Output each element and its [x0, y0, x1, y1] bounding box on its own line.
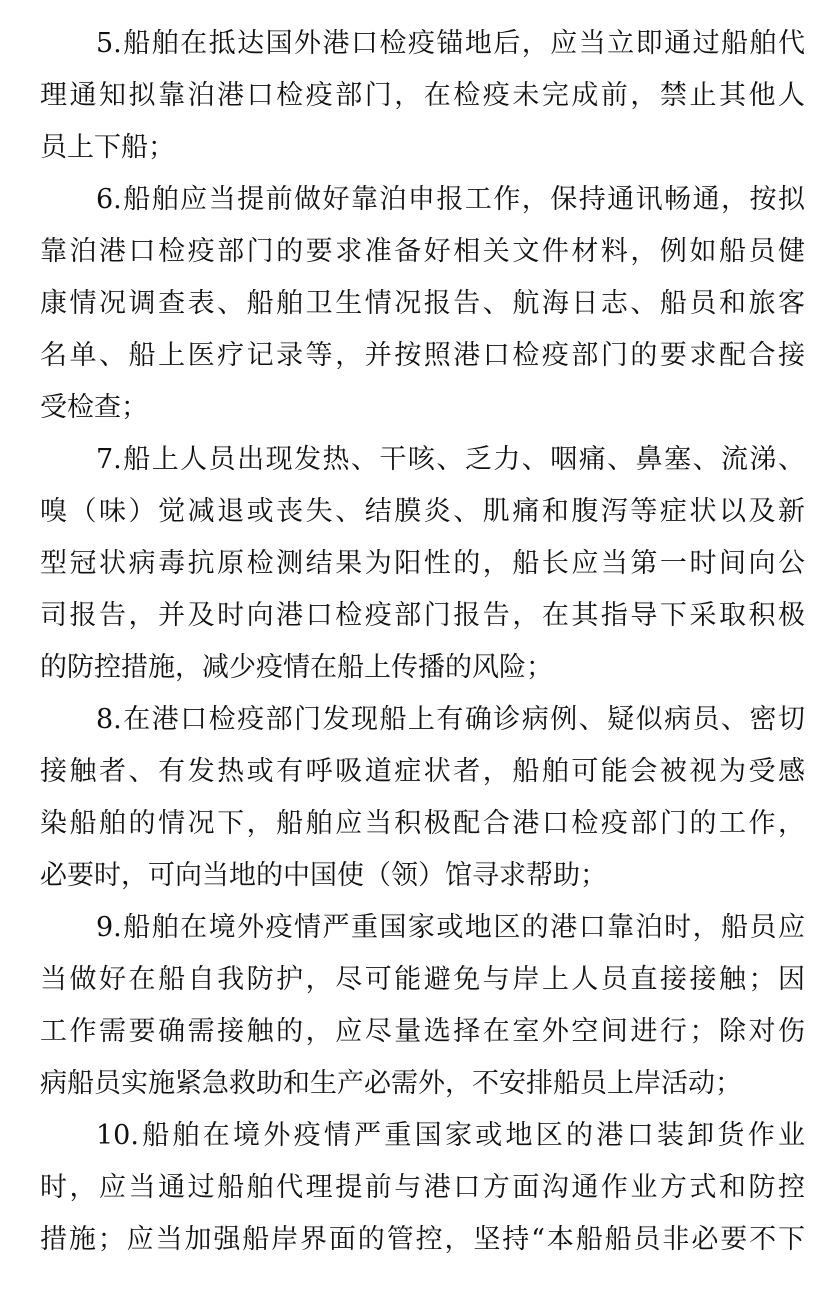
text-line: 当做好在船自我防护，尽可能避免与岸上人员直接接触；因 [40, 964, 805, 995]
text-line: 10.船舶在境外疫情严重国家或地区的港口装卸货作业 [96, 1120, 805, 1151]
text-line: 病船员实施紧急救助和生产必需外，不安排船员上岸活动； [40, 1068, 742, 1099]
text-line: 时，应当通过船舶代理提前与港口方面沟通作业方式和防控 [40, 1172, 805, 1203]
text-line: 8.在港口检疫部门发现船上有确诊病例、疑似病员、密切 [96, 704, 805, 735]
paragraph-item-6 [40, 174, 805, 434]
paragraph-item-5 [40, 18, 805, 174]
text-line: 7.船上人员出现发热、干咳、乏力、咽痛、鼻塞、流涕、 [96, 444, 805, 475]
text-line: 染船舶的情况下，船舶应当积极配合港口检疫部门的工作， [40, 808, 805, 839]
text-line: 理通知拟靠泊港口检疫部门，在检疫未完成前，禁止其他人 [40, 80, 805, 111]
text-line: 嗅（味）觉减退或丧失、结膜炎、肌痛和腹泻等症状以及新 [40, 496, 805, 527]
paragraph-item-7 [40, 434, 805, 694]
paragraph-item-9 [40, 902, 805, 1110]
text-line: 靠泊港口检疫部门的要求准备好相关文件材料，例如船员健 [40, 236, 805, 267]
text-line: 6.船舶应当提前做好靠泊申报工作，保持通讯畅通，按拟 [96, 184, 805, 215]
text-line: 康情况调查表、船舶卫生情况报告、航海日志、船员和旅客 [40, 288, 805, 319]
text-line: 司报告，并及时向港口检疫部门报告，在其指导下采取积极 [40, 600, 805, 631]
text-line: 9.船舶在境外疫情严重国家或地区的港口靠泊时，船员应 [96, 912, 805, 943]
text-line: 必要时，可向当地的中国使（领）馆寻求帮助； [40, 860, 607, 891]
text-line: 受检查； [40, 392, 148, 423]
text-line: 接触者、有发热或有呼吸道症状者，船舶可能会被视为受感 [40, 756, 805, 787]
text-line: 5.船舶在抵达国外港口检疫锚地后，应当立即通过船舶代 [96, 28, 805, 59]
paragraph-item-10 [40, 1110, 805, 1266]
text-line: 名单、船上医疗记录等，并按照港口检疫部门的要求配合接 [40, 340, 805, 371]
text-line: 的防控措施，减少疫情在船上传播的风险； [40, 652, 553, 683]
text-line: 工作需要确需接触的，应尽量选择在室外空间进行；除对伤 [40, 1016, 805, 1047]
text-line: 员上下船； [40, 132, 175, 163]
text-line: 措施；应当加强船岸界面的管控，坚持“本船船员非必要不下 [40, 1224, 805, 1255]
paragraph-item-8 [40, 694, 805, 902]
text-line: 型冠状病毒抗原检测结果为阳性的，船长应当第一时间向公 [40, 548, 805, 579]
